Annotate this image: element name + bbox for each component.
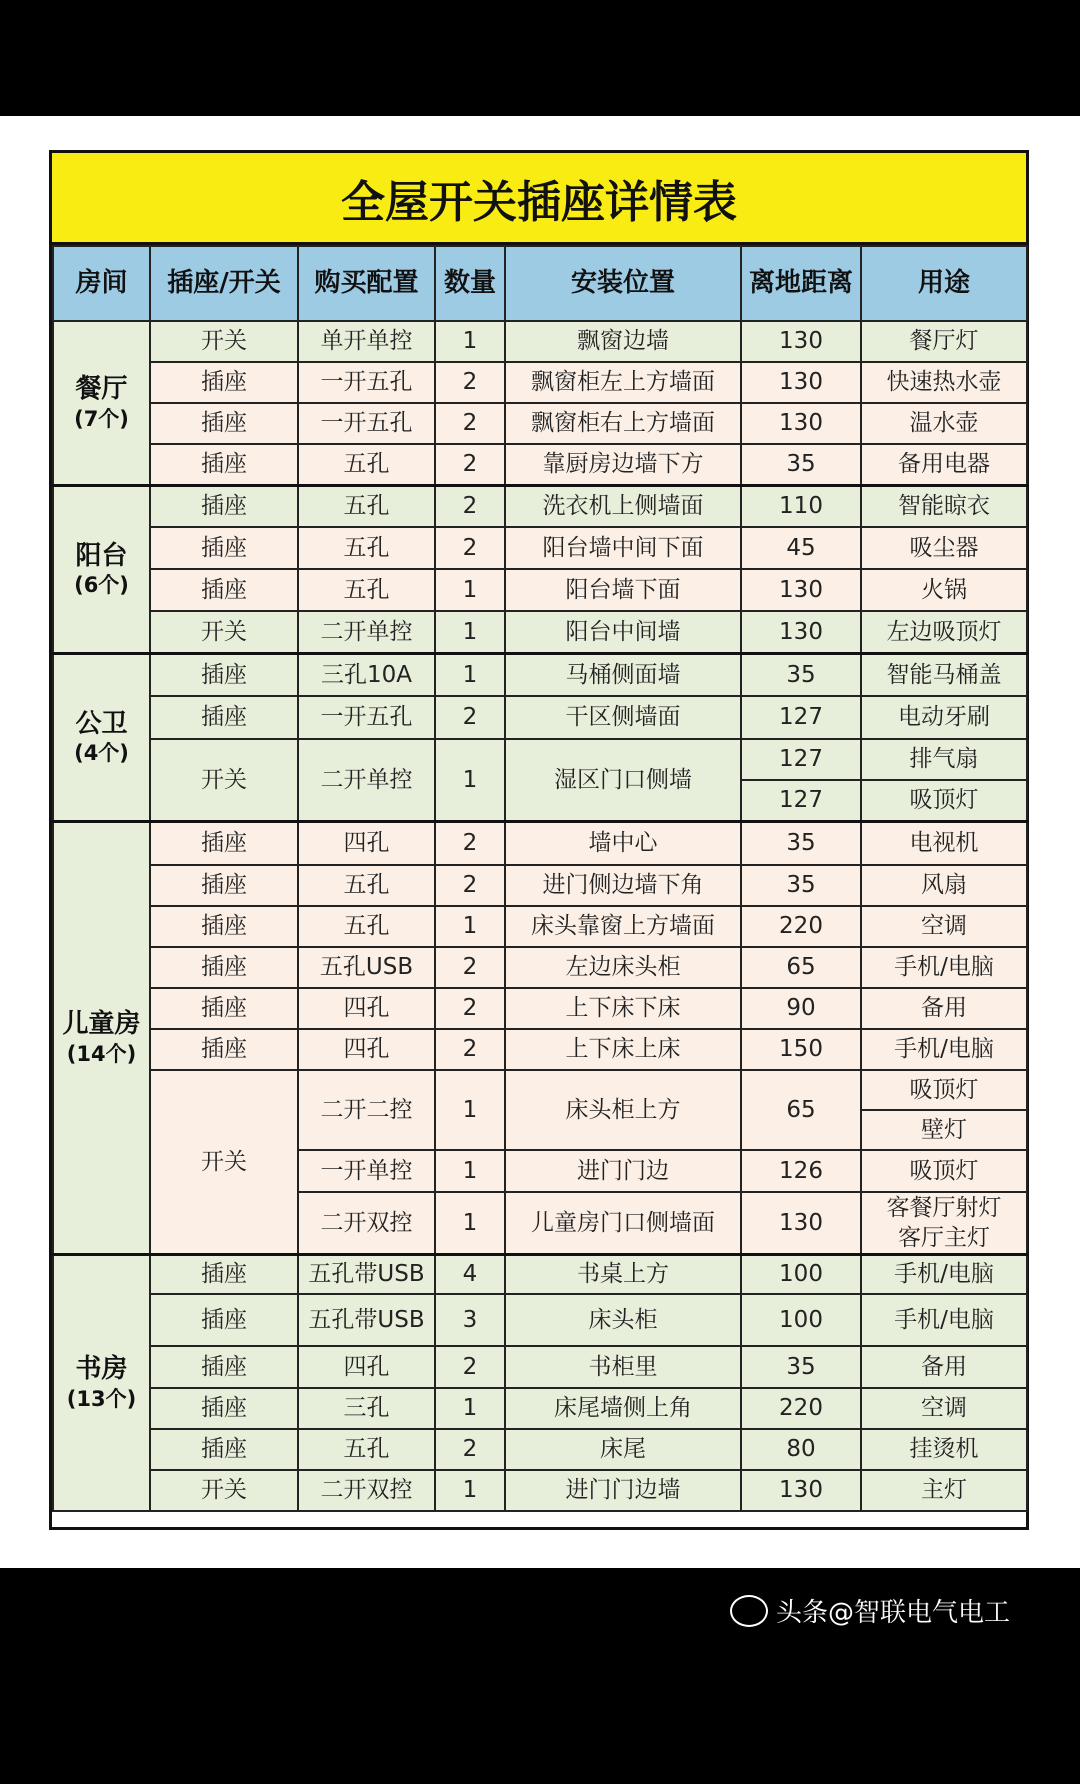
cell-usage: 备用 xyxy=(861,988,1027,1029)
cell-config: 五孔 xyxy=(298,485,435,527)
outlet-switch-table xyxy=(49,150,1029,1530)
cell-type: 插座 xyxy=(150,1388,298,1429)
cell-type: 插座 xyxy=(150,696,298,739)
cell-qty: 2 xyxy=(435,527,505,569)
cell-qty: 1 xyxy=(435,739,505,821)
cell-usage: 火锅 xyxy=(861,569,1027,611)
cell-height: 80 xyxy=(741,1429,861,1470)
cell-type: 插座 xyxy=(150,527,298,569)
cell-location: 床头柜 xyxy=(505,1294,741,1346)
cell-type: 插座 xyxy=(150,906,298,947)
cell-config: 五孔 xyxy=(298,569,435,611)
table-row xyxy=(53,1070,1027,1110)
cell-config: 四孔 xyxy=(298,1346,435,1388)
cell-usage: 吸顶灯 xyxy=(861,1070,1027,1110)
cell-qty: 1 xyxy=(435,321,505,362)
cell-usage: 空调 xyxy=(861,1388,1027,1429)
cell-location: 左边床头柜 xyxy=(505,947,741,988)
cell-usage: 吸顶灯 xyxy=(861,1150,1027,1192)
cell-height: 220 xyxy=(741,906,861,947)
room-count: (6个) xyxy=(74,573,129,598)
cell-config: 二开单控 xyxy=(298,611,435,653)
cell-config: 五孔带USB xyxy=(298,1254,435,1294)
watermark xyxy=(730,1592,1010,1629)
table-row xyxy=(53,403,1027,444)
cell-height: 65 xyxy=(741,1070,861,1150)
cell-usage: 手机/电脑 xyxy=(861,1294,1027,1346)
cell-location: 靠厨房边墙下方 xyxy=(505,444,741,485)
cell-type: 插座 xyxy=(150,865,298,906)
cell-type: 开关 xyxy=(150,1470,298,1511)
cell-height: 127 xyxy=(741,696,861,739)
table-row xyxy=(53,1294,1027,1346)
cell-qty: 2 xyxy=(435,1029,505,1070)
cell-config: 二开单控 xyxy=(298,739,435,821)
cell-location: 阳台中间墙 xyxy=(505,611,741,653)
cell-location: 飘窗柜右上方墙面 xyxy=(505,403,741,444)
cell-config: 一开五孔 xyxy=(298,696,435,739)
cell-height: 130 xyxy=(741,611,861,653)
room-cell xyxy=(53,321,150,485)
cell-height: 35 xyxy=(741,865,861,906)
cell-config: 三孔 xyxy=(298,1388,435,1429)
cell-location: 床头靠窗上方墙面 xyxy=(505,906,741,947)
cell-qty: 4 xyxy=(435,1254,505,1294)
header-location: 安装位置 xyxy=(505,246,741,321)
table-row xyxy=(53,739,1027,780)
table-row xyxy=(53,821,1027,865)
cell-usage: 餐厅灯 xyxy=(861,321,1027,362)
cell-height: 130 xyxy=(741,1192,861,1254)
cell-type: 开关 xyxy=(150,321,298,362)
room-name: 书房 xyxy=(75,1354,128,1385)
cell-type: 插座 xyxy=(150,569,298,611)
cell-height: 127 xyxy=(741,739,861,780)
room-name: 公卫 xyxy=(75,708,128,739)
room-cell xyxy=(53,653,150,821)
cell-height: 130 xyxy=(741,1470,861,1511)
cell-qty: 1 xyxy=(435,1150,505,1192)
cell-qty: 2 xyxy=(435,485,505,527)
cell-config: 四孔 xyxy=(298,988,435,1029)
cell-type: 插座 xyxy=(150,653,298,696)
room-cell xyxy=(53,485,150,653)
cell-usage: 吸顶灯 xyxy=(861,780,1027,821)
table-row xyxy=(53,1254,1027,1294)
cell-qty: 1 xyxy=(435,653,505,696)
cell-usage: 客餐厅射灯 xyxy=(861,1192,1027,1223)
cell-location: 阳台墙下面 xyxy=(505,569,741,611)
table-row xyxy=(53,906,1027,947)
cell-usage: 智能晾衣 xyxy=(861,485,1027,527)
cell-qty: 2 xyxy=(435,988,505,1029)
cell-location: 飘窗边墙 xyxy=(505,321,741,362)
header-usage: 用途 xyxy=(861,246,1027,321)
cell-type: 插座 xyxy=(150,1254,298,1294)
cell-usage: 左边吸顶灯 xyxy=(861,611,1027,653)
cell-config: 四孔 xyxy=(298,821,435,865)
cell-location: 洗衣机上侧墙面 xyxy=(505,485,741,527)
cell-usage: 电动牙刷 xyxy=(861,696,1027,739)
cell-location: 进门侧边墙下角 xyxy=(505,865,741,906)
cell-config: 一开五孔 xyxy=(298,362,435,403)
cell-usage: 空调 xyxy=(861,906,1027,947)
cell-type: 插座 xyxy=(150,988,298,1029)
room-count: (14个) xyxy=(66,1041,137,1066)
cell-type: 插座 xyxy=(150,403,298,444)
cell-qty: 1 xyxy=(435,611,505,653)
cell-type: 插座 xyxy=(150,1429,298,1470)
cell-type: 插座 xyxy=(150,1346,298,1388)
cell-location: 墙中心 xyxy=(505,821,741,865)
cell-usage: 风扇 xyxy=(861,865,1027,906)
table-row xyxy=(53,696,1027,739)
cell-location: 上下床上床 xyxy=(505,1029,741,1070)
cell-qty: 1 xyxy=(435,1070,505,1150)
cell-config: 二开双控 xyxy=(298,1470,435,1511)
cell-usage: 电视机 xyxy=(861,821,1027,865)
cell-qty: 2 xyxy=(435,865,505,906)
cell-location: 飘窗柜左上方墙面 xyxy=(505,362,741,403)
cell-location: 阳台墙中间下面 xyxy=(505,527,741,569)
cell-height: 35 xyxy=(741,821,861,865)
room-count: (13个) xyxy=(66,1386,137,1411)
cell-location: 床尾 xyxy=(505,1429,741,1470)
table-row xyxy=(53,653,1027,696)
cell-height: 126 xyxy=(741,1150,861,1192)
cell-height: 35 xyxy=(741,1346,861,1388)
table-title: 全屋开关插座详情表 xyxy=(52,153,1026,245)
cell-config: 三孔10A xyxy=(298,653,435,696)
header-type: 插座/开关 xyxy=(150,246,298,321)
table-row xyxy=(53,1429,1027,1470)
room-name: 餐厅 xyxy=(75,374,128,405)
cell-height: 90 xyxy=(741,988,861,1029)
cell-usage: 手机/电脑 xyxy=(861,947,1027,988)
cell-type: 插座 xyxy=(150,362,298,403)
header-row xyxy=(53,246,1027,321)
cell-qty: 1 xyxy=(435,569,505,611)
cell-config: 单开单控 xyxy=(298,321,435,362)
cell-height: 35 xyxy=(741,653,861,696)
cell-height: 220 xyxy=(741,1388,861,1429)
cell-height: 130 xyxy=(741,321,861,362)
cell-usage: 手机/电脑 xyxy=(861,1029,1027,1070)
cell-config: 一开五孔 xyxy=(298,403,435,444)
cell-height: 100 xyxy=(741,1294,861,1346)
cell-height: 130 xyxy=(741,403,861,444)
room-count: (4个) xyxy=(74,741,129,766)
room-cell xyxy=(53,821,150,1254)
chat-bubble-icon xyxy=(730,1595,768,1627)
cell-type: 插座 xyxy=(150,1294,298,1346)
cell-usage: 智能马桶盖 xyxy=(861,653,1027,696)
cell-height: 150 xyxy=(741,1029,861,1070)
cell-config: 五孔 xyxy=(298,527,435,569)
cell-config: 五孔 xyxy=(298,865,435,906)
cell-location: 湿区门口侧墙 xyxy=(505,739,741,821)
cell-config: 五孔 xyxy=(298,906,435,947)
cell-usage: 备用电器 xyxy=(861,444,1027,485)
header-config: 购买配置 xyxy=(298,246,435,321)
table-row xyxy=(53,444,1027,485)
room-cell xyxy=(53,1254,150,1511)
cell-config: 四孔 xyxy=(298,1029,435,1070)
cell-qty: 2 xyxy=(435,1429,505,1470)
table-row xyxy=(53,947,1027,988)
table-row xyxy=(53,1029,1027,1070)
cell-location: 书桌上方 xyxy=(505,1254,741,1294)
cell-type: 开关 xyxy=(150,611,298,653)
cell-usage: 客厅主灯 xyxy=(861,1223,1027,1254)
cell-qty: 1 xyxy=(435,1388,505,1429)
cell-config: 一开单控 xyxy=(298,1150,435,1192)
cell-config: 五孔 xyxy=(298,444,435,485)
room-name: 儿童房 xyxy=(62,1009,141,1040)
cell-qty: 1 xyxy=(435,906,505,947)
cell-type: 插座 xyxy=(150,444,298,485)
table-row xyxy=(53,569,1027,611)
cell-location: 床尾墙侧上角 xyxy=(505,1388,741,1429)
cell-location: 干区侧墙面 xyxy=(505,696,741,739)
cell-config: 五孔 xyxy=(298,1429,435,1470)
cell-qty: 1 xyxy=(435,1470,505,1511)
cell-type: 插座 xyxy=(150,821,298,865)
detail-table xyxy=(52,245,1028,1512)
cell-usage: 主灯 xyxy=(861,1470,1027,1511)
cell-location: 进门门边 xyxy=(505,1150,741,1192)
cell-qty: 1 xyxy=(435,1192,505,1254)
cell-height: 130 xyxy=(741,569,861,611)
table-row xyxy=(53,988,1027,1029)
table-row xyxy=(53,321,1027,362)
cell-height: 100 xyxy=(741,1254,861,1294)
cell-usage: 排气扇 xyxy=(861,739,1027,780)
cell-height: 65 xyxy=(741,947,861,988)
cell-location: 床头柜上方 xyxy=(505,1070,741,1150)
room-name: 阳台 xyxy=(75,540,128,571)
header-height: 离地距离 xyxy=(741,246,861,321)
cell-height: 110 xyxy=(741,485,861,527)
cell-config: 五孔USB xyxy=(298,947,435,988)
cell-usage: 温水壶 xyxy=(861,403,1027,444)
cell-type: 插座 xyxy=(150,947,298,988)
cell-config: 二开双控 xyxy=(298,1192,435,1254)
cell-config: 五孔带USB xyxy=(298,1294,435,1346)
header-room: 房间 xyxy=(53,246,150,321)
table-row xyxy=(53,611,1027,653)
cell-qty: 2 xyxy=(435,362,505,403)
cell-qty: 2 xyxy=(435,821,505,865)
cell-qty: 2 xyxy=(435,444,505,485)
cell-type: 插座 xyxy=(150,1029,298,1070)
cell-qty: 2 xyxy=(435,696,505,739)
cell-location: 进门门边墙 xyxy=(505,1470,741,1511)
table-row xyxy=(53,1470,1027,1511)
cell-location: 书柜里 xyxy=(505,1346,741,1388)
cell-usage: 备用 xyxy=(861,1346,1027,1388)
header-qty: 数量 xyxy=(435,246,505,321)
cell-usage: 壁灯 xyxy=(861,1110,1027,1150)
table-row xyxy=(53,362,1027,403)
cell-location: 儿童房门口侧墙面 xyxy=(505,1192,741,1254)
cell-usage: 手机/电脑 xyxy=(861,1254,1027,1294)
table-row xyxy=(53,527,1027,569)
cell-type: 开关 xyxy=(150,1070,298,1254)
cell-qty: 2 xyxy=(435,947,505,988)
cell-usage: 快速热水壶 xyxy=(861,362,1027,403)
cell-height: 130 xyxy=(741,362,861,403)
cell-qty: 2 xyxy=(435,1346,505,1388)
table-row xyxy=(53,865,1027,906)
watermark-text: 头条@智联电气电工 xyxy=(776,1598,1011,1628)
cell-qty: 2 xyxy=(435,403,505,444)
cell-height: 45 xyxy=(741,527,861,569)
cell-type: 插座 xyxy=(150,485,298,527)
room-count: (7个) xyxy=(74,406,129,431)
cell-usage: 挂烫机 xyxy=(861,1429,1027,1470)
cell-height: 35 xyxy=(741,444,861,485)
cell-config: 二开二控 xyxy=(298,1070,435,1150)
cell-qty: 3 xyxy=(435,1294,505,1346)
table-row xyxy=(53,485,1027,527)
cell-type: 开关 xyxy=(150,739,298,821)
cell-location: 马桶侧面墙 xyxy=(505,653,741,696)
table-row xyxy=(53,1388,1027,1429)
cell-location: 上下床下床 xyxy=(505,988,741,1029)
table-row xyxy=(53,1346,1027,1388)
cell-usage: 吸尘器 xyxy=(861,527,1027,569)
cell-height: 127 xyxy=(741,780,861,821)
